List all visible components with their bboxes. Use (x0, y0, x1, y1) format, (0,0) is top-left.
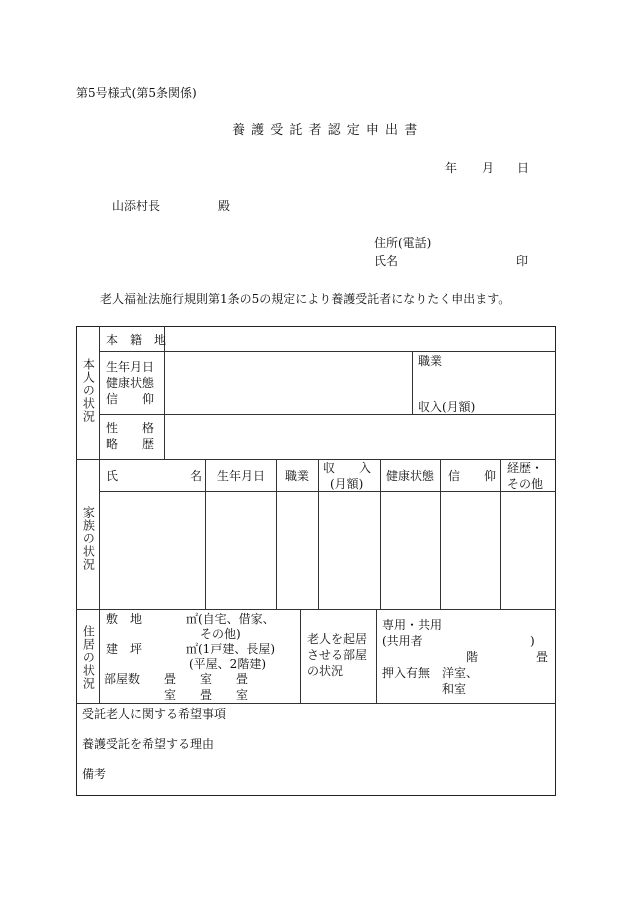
seal-mark: 印 (516, 254, 529, 268)
sharer-open: (共用者 (382, 634, 423, 648)
family-col-faith-1: 信 (448, 469, 461, 483)
rooms-label: 部屋数 (104, 672, 141, 686)
divider-housing-footer (76, 703, 556, 704)
honorific: 殿 (218, 199, 231, 213)
closet-label: 押入有無 (382, 666, 431, 680)
family-col-line-6 (500, 459, 501, 609)
date-day: 日 (517, 161, 530, 175)
room-status-line-3: の状況 (307, 664, 344, 678)
family-section-title: 家族の状況 (81, 506, 96, 571)
family-col-line-4 (380, 459, 381, 609)
room-status-line-1: 老人を起居 (307, 632, 368, 646)
family-col-health: 健康状態 (386, 469, 435, 483)
date-year: 年 (445, 161, 458, 175)
site-unit-2: その他) (200, 627, 241, 641)
rooms-tatami-2: 畳 (236, 672, 249, 686)
divider-family-housing (76, 609, 556, 610)
self-occupation-divider (412, 351, 413, 414)
rooms-shitsu-2: 室 (164, 688, 177, 702)
family-col-name-2: 名 (190, 469, 203, 483)
floor-unit: ㎡(1戸建、長屋) (186, 642, 275, 656)
wishes-label: 受託老人に関する希望事項 (82, 707, 227, 721)
floor-unit-2: (平屋、2階建) (189, 657, 266, 671)
family-col-birthdate: 生年月日 (217, 469, 266, 483)
statement: 老人福祉法施行規則第1条の5の規定により養護受託者になりたく申出ます。 (100, 292, 511, 306)
rooms-tatami-1: 畳 (164, 672, 177, 686)
housing-col-line-2 (376, 609, 377, 703)
rooms-tatami-3: 畳 (200, 688, 213, 702)
divider-self-family (76, 459, 556, 460)
sharer-close: ) (530, 634, 535, 648)
family-col-income-2: (月額) (330, 477, 364, 491)
japanese-room: 和室 (442, 682, 467, 696)
character-label: 性 格 (106, 421, 155, 435)
family-col-name-1: 氏 (106, 469, 119, 483)
room-status-line-2: させる部屋 (307, 648, 368, 662)
addressee: 山添村長 (112, 199, 161, 213)
history-label: 略 歴 (106, 437, 155, 451)
faith-label: 信 仰 (106, 392, 155, 406)
self-row-line-2 (99, 414, 556, 415)
site-unit: ㎡(自宅、借家、 (186, 612, 275, 626)
family-col-faith-2: 仰 (484, 469, 497, 483)
health-label: 健康状態 (106, 376, 155, 390)
site-label: 敷 地 (106, 612, 143, 626)
domicile-label: 本 籍 地 (106, 333, 167, 347)
housing-col-line-1 (300, 609, 301, 703)
floor-label: 建 坪 (106, 642, 143, 656)
family-col-income-1: 収 入 (323, 461, 372, 475)
form-number: 第5号様式(第5条関係) (76, 86, 197, 100)
family-col-history-2: その他 (507, 477, 544, 491)
occupation-label: 職業 (418, 354, 443, 368)
western-room: 洋室、 (442, 666, 479, 680)
birthdate-label: 生年月日 (106, 360, 155, 374)
title-column-divider (99, 326, 100, 703)
family-col-history-1: 経歴・ (507, 461, 544, 475)
rooms-shitsu-1: 室 (200, 672, 213, 686)
housing-section-title: 住居の状況 (81, 625, 96, 690)
floor-tatami: 畳 (536, 650, 549, 664)
remarks-label: 備考 (82, 767, 107, 781)
address-label: 住所(電話) (374, 236, 432, 250)
name-label: 氏名 (374, 254, 399, 268)
exclusive-shared: 専用・共用 (382, 618, 443, 632)
reason-label: 養護受託を希望する理由 (82, 737, 215, 751)
date-month: 月 (482, 161, 495, 175)
family-col-line-5 (440, 459, 441, 609)
family-col-line-1 (205, 459, 206, 609)
floor-level: 階 (466, 650, 479, 664)
self-section-title: 本人の状況 (81, 358, 96, 423)
family-col-line-2 (276, 459, 277, 609)
page-title: 養 護 受 託 者 認 定 申 出 書 (232, 123, 419, 138)
rooms-shitsu-3: 室 (236, 688, 249, 702)
family-col-occupation: 職業 (285, 469, 310, 483)
family-col-line-3 (318, 459, 319, 609)
income-label: 収入(月額) (418, 400, 476, 414)
self-row-line-1 (99, 351, 556, 352)
family-header-line (99, 491, 556, 492)
